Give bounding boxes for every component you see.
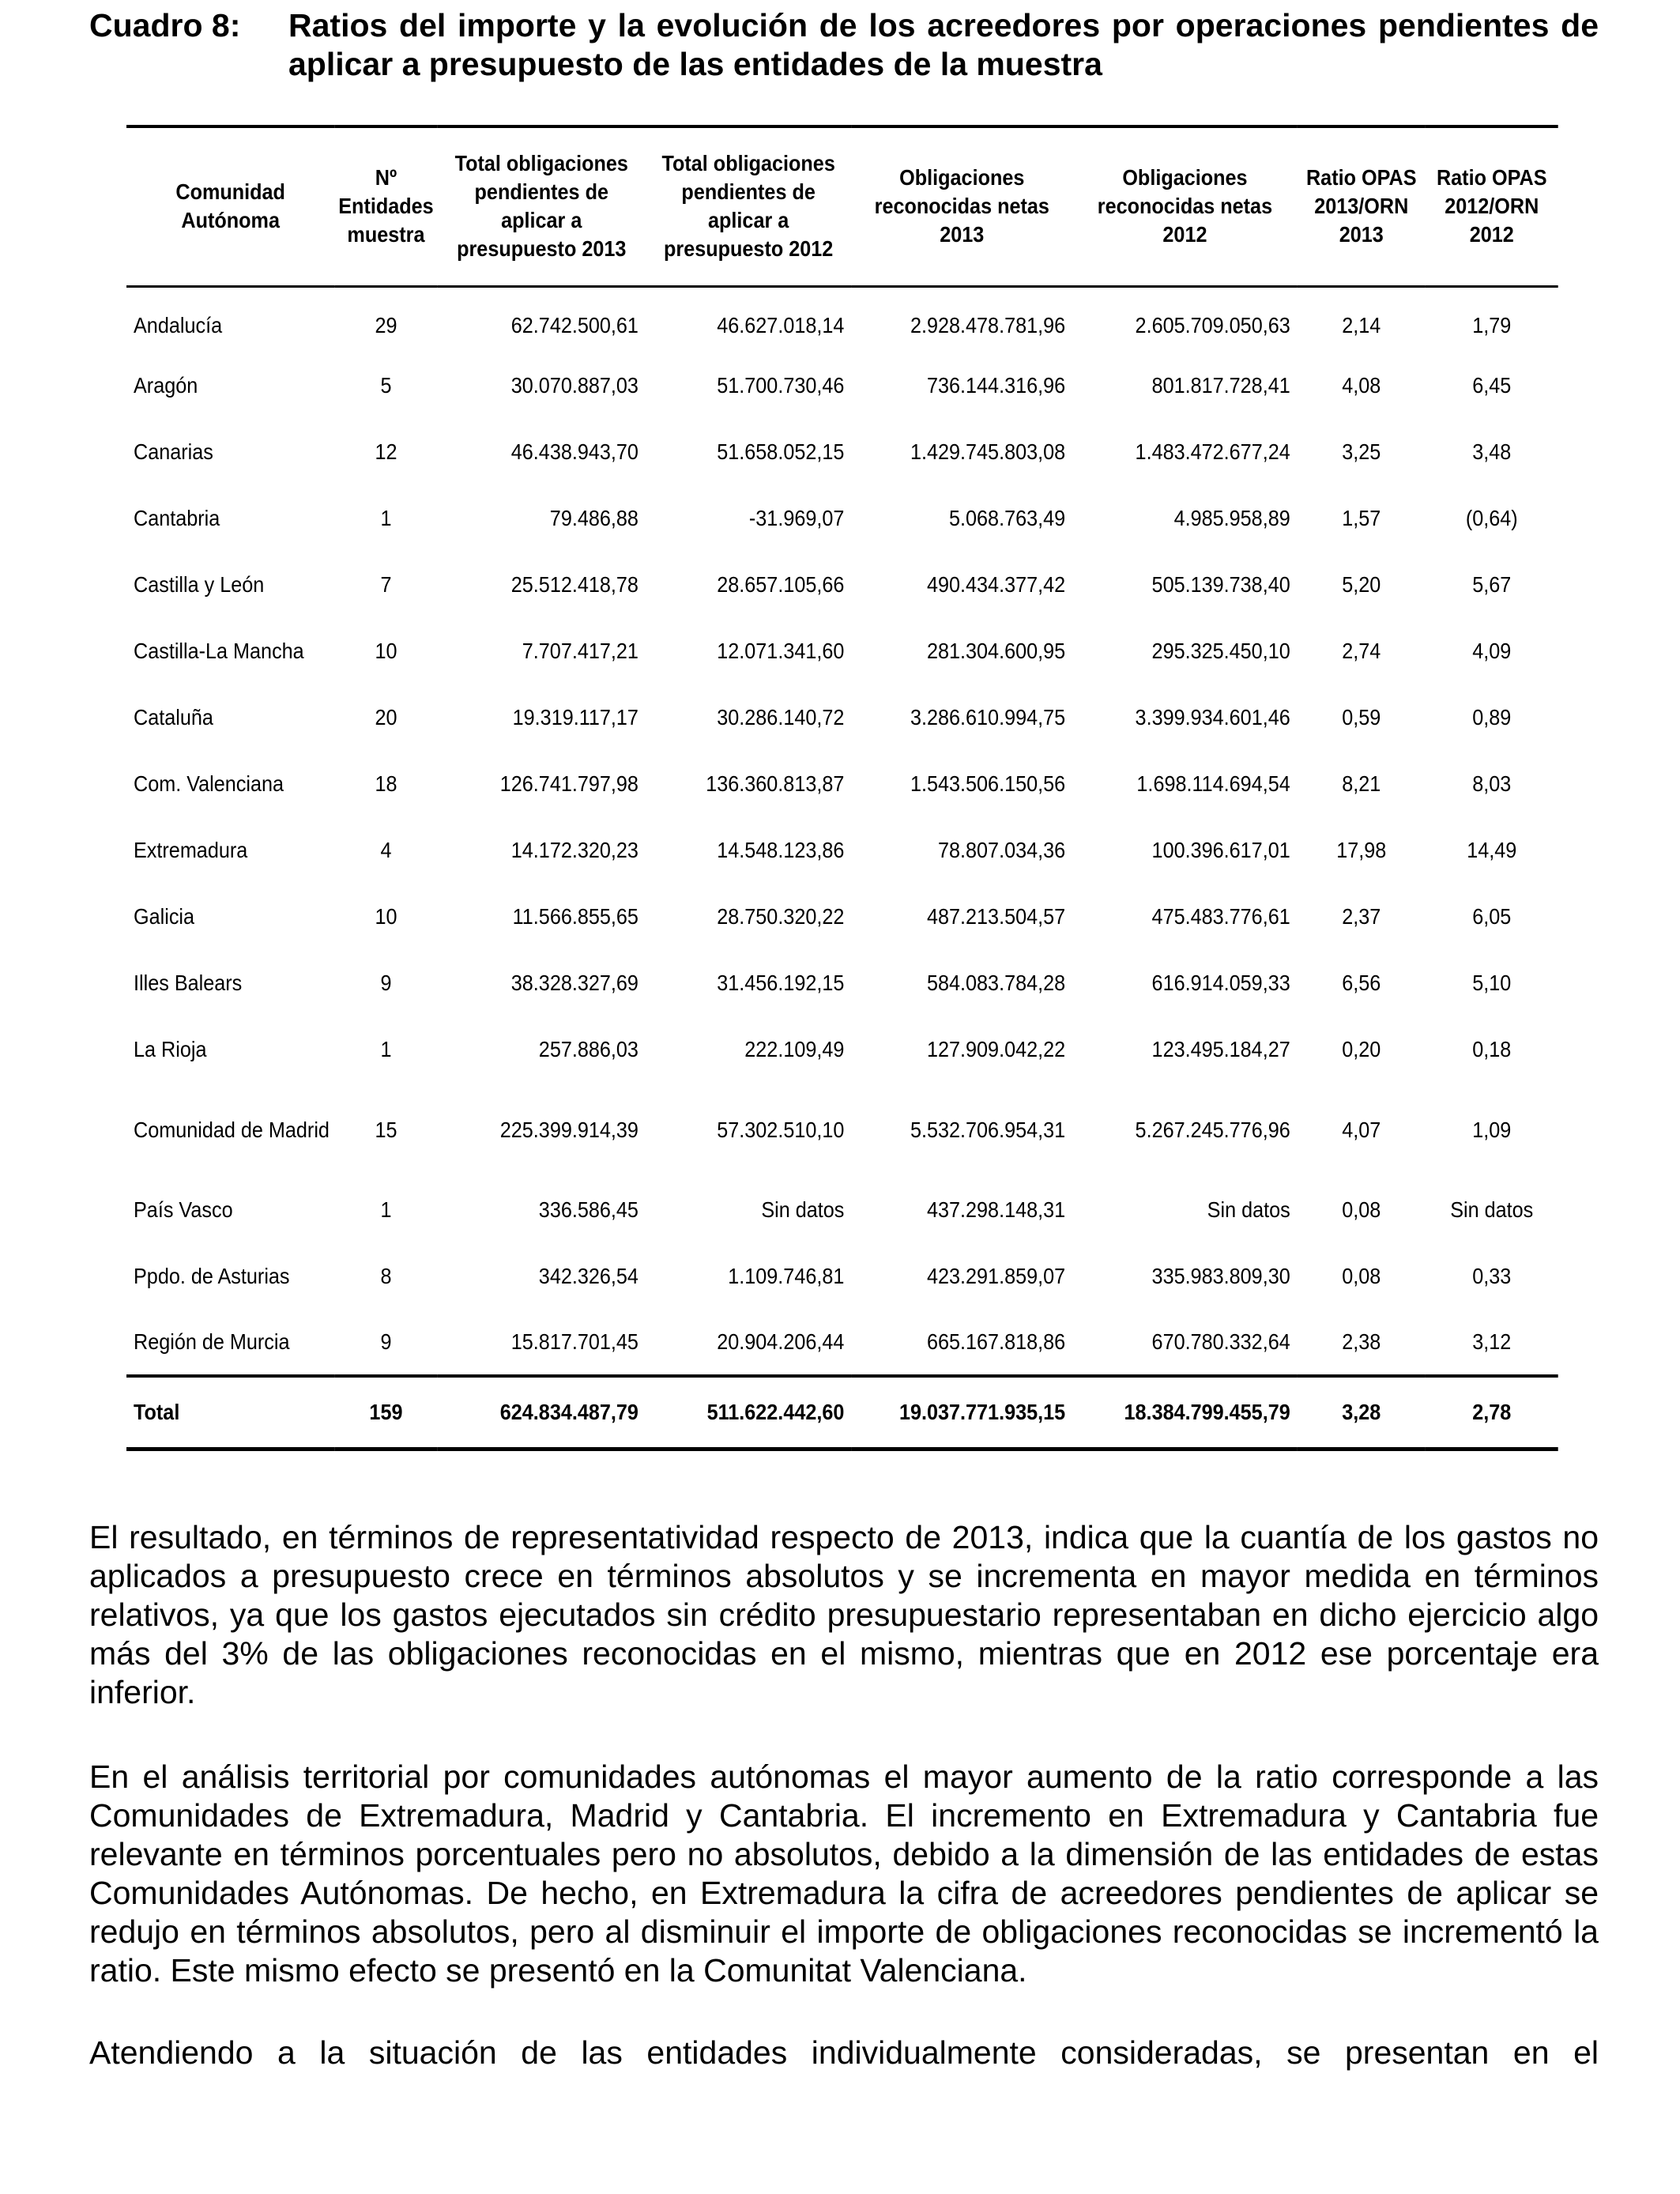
cell-opas-2013: 25.512.418,78 xyxy=(510,572,638,597)
cell-orn-2012: 335.983.809,30 xyxy=(1151,1264,1290,1288)
cell-entidades: 9 xyxy=(380,1329,392,1354)
table-row xyxy=(126,684,1558,751)
cell-ratio-2013: 5,20 xyxy=(1342,572,1381,597)
cell-ratio-2013: 6,56 xyxy=(1342,971,1381,995)
cell-opas-2013: 19.319.117,17 xyxy=(512,705,638,729)
cell-comunidad: Aragón xyxy=(134,373,198,398)
table-row xyxy=(126,419,1558,485)
cell-ratio-2013: 2,38 xyxy=(1342,1329,1381,1354)
cell-orn-2013: 3.286.610.994,75 xyxy=(910,705,1066,729)
header-ratio-2013: Ratio OPAS 2013/ORN 2013 xyxy=(1298,126,1426,286)
caption-title: Ratios del importe y la evolución de los acreedores por operaciones pendientes de aplicar a presupuesto de las entidades de la muestra xyxy=(288,7,1599,82)
cell-opas-2013: 46.438.943,70 xyxy=(510,439,638,464)
cell-orn-2012: 123.495.184,27 xyxy=(1151,1037,1290,1061)
cell-opas-2013: 38.328.327,69 xyxy=(510,971,638,995)
cell-orn-2013: 1.543.506.150,56 xyxy=(910,771,1066,796)
cell-orn-2013: 487.213.504,57 xyxy=(926,904,1066,929)
cell-opas-2013: 14.172.320,23 xyxy=(510,838,638,862)
cell-comunidad: Extremadura xyxy=(134,838,248,862)
cell-comunidad: Total xyxy=(126,1376,334,1449)
cell-comunidad: Comunidad de Madrid xyxy=(134,1117,330,1142)
cell-entidades: 159 xyxy=(334,1376,437,1449)
table-row xyxy=(126,950,1558,1016)
cell-ratio-2012: (0,64) xyxy=(1465,506,1518,530)
header-comunidad: Comunidad Autónoma xyxy=(126,126,334,286)
paragraph-result: El resultado, en términos de representatividad respecto de 2013, indica que la cuantía de los gastos no aplicados a presupuesto crece en términos absolutos y se incrementa en mayor medida en términos relativos, ya que los gastos ejecutados sin crédito presupuestario representaban en dicho ejercicio algo más del 3% de las obligaciones reconocidas en el mismo, mientras que en 2012 ese porcentaje era inferior. xyxy=(89,1519,1599,1710)
cell-ratio-2012: Sin datos xyxy=(1450,1197,1534,1222)
cell-entidades: 1 xyxy=(380,1037,392,1061)
cell-orn-2013: 1.429.745.803,08 xyxy=(910,439,1066,464)
cell-entidades: 10 xyxy=(375,639,397,663)
cell-ratio-2012: 14,49 xyxy=(1467,838,1517,862)
cell-opas-2013: 7.707.417,21 xyxy=(522,639,638,663)
cell-ratio-2012: 3,12 xyxy=(1472,1329,1512,1354)
cell-opas-2013: 30.070.887,03 xyxy=(510,373,638,398)
table-row xyxy=(126,286,1558,352)
cell-ratio-2013: 0,08 xyxy=(1342,1264,1381,1288)
cell-ratio-2012: 1,09 xyxy=(1472,1117,1512,1142)
cell-comunidad: Ppdo. de Asturias xyxy=(134,1264,290,1288)
cell-ratio-2012: 0,33 xyxy=(1472,1264,1512,1288)
table-header-row xyxy=(126,126,1558,286)
cell-orn-2013: 78.807.034,36 xyxy=(937,838,1066,862)
cell-opas-2012: 511.622.442,60 xyxy=(646,1376,851,1449)
cell-orn-2013: 5.068.763,49 xyxy=(949,506,1066,530)
cell-orn-2012: 475.483.776,61 xyxy=(1151,904,1290,929)
cell-entidades: 12 xyxy=(375,439,397,464)
header-orn-2012: Obligaciones reconocidas netas 2012 xyxy=(1072,126,1298,286)
cell-orn-2012: 18.384.799.455,79 xyxy=(1072,1376,1298,1449)
cell-opas-2013: 126.741.797,98 xyxy=(499,771,638,796)
paragraph-territorial: En el análisis territorial por comunidades autónomas el mayor aumento de la ratio corresponde a las Comunidades de Extremadura, Madrid y Cantabria. El incremento en Extremadura y Cantabria fue relevante en términos porcentuales pero no absolutos, debido a la dimensión de las entidades de estas Comunidades Autónomas. De hecho, en Extremadura la cifra de acreedores pendientes de aplicar se redujo en términos absolutos, pero al disminuir el importe de obligaciones reconocidas se incrementó la ratio. Este mismo efecto se presentó en la Comunitat Valenciana. xyxy=(89,1759,1599,1989)
cell-ratio-2012: 2,78 xyxy=(1426,1376,1558,1449)
header-ratio-2012: Ratio OPAS 2012/ORN 2012 xyxy=(1426,126,1558,286)
paragraph-individual: Atendiendo a la situación de las entidades individualmente consideradas, se presentan en el xyxy=(89,2034,1599,2071)
cell-opas-2012: 20.904.206,44 xyxy=(717,1329,845,1354)
cell-ratio-2013: 17,98 xyxy=(1336,838,1387,862)
cell-comunidad: Galicia xyxy=(134,904,195,929)
cell-orn-2013: 19.037.771.935,15 xyxy=(851,1376,1072,1449)
cell-opas-2013: 11.566.855,65 xyxy=(512,904,638,929)
cell-entidades: 15 xyxy=(375,1117,397,1142)
cell-opas-2012: 14.548.123,86 xyxy=(717,838,845,862)
cell-opas-2013: 15.817.701,45 xyxy=(510,1329,638,1354)
cell-ratio-2013: 0,59 xyxy=(1342,705,1381,729)
cell-ratio-2013: 1,57 xyxy=(1342,506,1381,530)
table-row xyxy=(126,1016,1558,1083)
cell-entidades: 1 xyxy=(380,1197,392,1222)
cell-opas-2013: 257.886,03 xyxy=(538,1037,638,1061)
cell-ratio-2012: 8,03 xyxy=(1472,771,1512,796)
cell-comunidad: Canarias xyxy=(134,439,213,464)
cell-opas-2013: 225.399.914,39 xyxy=(499,1117,638,1142)
table-row xyxy=(126,352,1558,419)
cell-comunidad: Com. Valenciana xyxy=(134,771,284,796)
cell-opas-2013: 342.326,54 xyxy=(538,1264,638,1288)
table-row xyxy=(126,751,1558,817)
table-row xyxy=(126,817,1558,884)
table-row xyxy=(126,884,1558,950)
cell-orn-2013: 281.304.600,95 xyxy=(926,639,1066,663)
table-row xyxy=(126,485,1558,552)
cell-comunidad: Cataluña xyxy=(134,705,213,729)
cell-opas-2012: 136.360.813,87 xyxy=(706,771,845,796)
cell-orn-2012: 505.139.738,40 xyxy=(1151,572,1290,597)
table-row xyxy=(126,1243,1558,1310)
cell-ratio-2013: 2,37 xyxy=(1342,904,1381,929)
cell-orn-2012: 2.605.709.050,63 xyxy=(1135,312,1290,337)
cell-entidades: 9 xyxy=(380,971,392,995)
cell-comunidad: Cantabria xyxy=(134,506,220,530)
cell-ratio-2013: 2,14 xyxy=(1342,312,1381,337)
cell-orn-2013: 584.083.784,28 xyxy=(926,971,1066,995)
cell-ratio-2013: 4,08 xyxy=(1342,373,1381,398)
cell-orn-2013: 736.144.316,96 xyxy=(926,373,1066,398)
cell-orn-2012: 1.698.114.694,54 xyxy=(1136,771,1290,796)
table-row xyxy=(126,1177,1558,1243)
cell-comunidad: La Rioja xyxy=(134,1037,207,1061)
cell-opas-2012: 51.700.730,46 xyxy=(717,373,845,398)
cell-ratio-2012: 3,48 xyxy=(1472,439,1512,464)
cell-orn-2013: 490.434.377,42 xyxy=(926,572,1066,597)
cell-opas-2012: -31.969,07 xyxy=(748,506,845,530)
header-opas-2012: Total obligaciones pendientes de aplicar a presupuesto 2012 xyxy=(646,126,851,286)
cell-opas-2013: 62.742.500,61 xyxy=(510,312,638,337)
cell-ratio-2013: 0,08 xyxy=(1342,1197,1381,1222)
cell-opas-2012: 46.627.018,14 xyxy=(717,312,845,337)
cell-opas-2012: 31.456.192,15 xyxy=(717,971,845,995)
cell-opas-2012: 57.302.510,10 xyxy=(717,1117,845,1142)
cell-ratio-2013: 8,21 xyxy=(1342,771,1381,796)
cell-ratio-2013: 3,25 xyxy=(1342,439,1381,464)
table-row xyxy=(126,1310,1558,1376)
cell-ratio-2012: 6,05 xyxy=(1472,904,1512,929)
cell-orn-2012: 3.399.934.601,46 xyxy=(1135,705,1290,729)
cell-entidades: 10 xyxy=(375,904,397,929)
cell-opas-2013: 336.586,45 xyxy=(538,1197,638,1222)
cell-entidades: 20 xyxy=(375,705,397,729)
table-row xyxy=(126,618,1558,684)
cell-opas-2012: 30.286.140,72 xyxy=(717,705,845,729)
cell-comunidad: Castilla y León xyxy=(134,572,265,597)
cell-ratio-2012: 1,79 xyxy=(1472,312,1512,337)
table-total-row xyxy=(126,1376,1558,1449)
cell-comunidad: Illes Balears xyxy=(134,971,243,995)
cell-entidades: 5 xyxy=(380,373,392,398)
cell-entidades: 1 xyxy=(380,506,392,530)
cell-entidades: 29 xyxy=(375,312,397,337)
cell-entidades: 7 xyxy=(380,572,392,597)
cell-ratio-2012: 4,09 xyxy=(1472,639,1512,663)
cell-orn-2012: 670.780.332,64 xyxy=(1151,1329,1290,1354)
cell-opas-2012: Sin datos xyxy=(761,1197,845,1222)
cell-entidades: 8 xyxy=(380,1264,392,1288)
cell-ratio-2012: 0,89 xyxy=(1472,705,1512,729)
cell-opas-2012: 28.750.320,22 xyxy=(717,904,845,929)
cell-orn-2013: 5.532.706.954,31 xyxy=(910,1117,1066,1142)
cell-orn-2013: 127.909.042,22 xyxy=(926,1037,1066,1061)
cell-comunidad: Andalucía xyxy=(134,312,223,337)
table-row xyxy=(126,552,1558,618)
cell-ratio-2013: 4,07 xyxy=(1342,1117,1381,1142)
cell-orn-2012: 5.267.245.776,96 xyxy=(1135,1117,1290,1142)
cell-orn-2012: 100.396.617,01 xyxy=(1151,838,1290,862)
cell-entidades: 18 xyxy=(375,771,397,796)
cell-ratio-2012: 0,18 xyxy=(1472,1037,1512,1061)
cell-ratio-2012: 5,10 xyxy=(1472,971,1512,995)
cell-opas-2013: 79.486,88 xyxy=(549,506,638,530)
table-row xyxy=(126,1083,1558,1177)
cell-entidades: 4 xyxy=(380,838,392,862)
header-opas-2013: Total obligaciones pendientes de aplicar a presupuesto 2013 xyxy=(438,126,646,286)
cell-orn-2012: 1.483.472.677,24 xyxy=(1135,439,1290,464)
header-entidades: Nº Entidades muestra xyxy=(334,126,437,286)
cell-opas-2012: 51.658.052,15 xyxy=(717,439,845,464)
ratios-table xyxy=(126,125,1547,1451)
cell-orn-2012: 4.985.958,89 xyxy=(1173,506,1290,530)
cell-orn-2012: 616.914.059,33 xyxy=(1151,971,1290,995)
cell-comunidad: Región de Murcia xyxy=(134,1329,290,1354)
cell-ratio-2012: 5,67 xyxy=(1472,572,1512,597)
cell-orn-2013: 437.298.148,31 xyxy=(926,1197,1066,1222)
cell-orn-2013: 2.928.478.781,96 xyxy=(910,312,1066,337)
cell-comunidad: País Vasco xyxy=(134,1197,233,1222)
cell-orn-2013: 665.167.818,86 xyxy=(926,1329,1066,1354)
header-orn-2013: Obligaciones reconocidas netas 2013 xyxy=(851,126,1072,286)
cell-orn-2012: 801.817.728,41 xyxy=(1151,373,1290,398)
cell-opas-2013: 624.834.487,79 xyxy=(438,1376,646,1449)
cell-opas-2012: 1.109.746,81 xyxy=(728,1264,845,1288)
cell-opas-2012: 12.071.341,60 xyxy=(717,639,845,663)
cell-ratio-2013: 3,28 xyxy=(1298,1376,1426,1449)
table-body xyxy=(126,286,1558,1449)
cell-ratio-2013: 2,74 xyxy=(1342,639,1381,663)
caption-label: Cuadro 8: xyxy=(89,7,241,43)
cell-ratio-2013: 0,20 xyxy=(1342,1037,1381,1061)
cell-comunidad: Castilla-La Mancha xyxy=(134,639,304,663)
cell-orn-2012: 295.325.450,10 xyxy=(1151,639,1290,663)
cell-orn-2013: 423.291.859,07 xyxy=(926,1264,1066,1288)
cell-opas-2012: 222.109,49 xyxy=(744,1037,845,1061)
cell-opas-2012: 28.657.105,66 xyxy=(717,572,845,597)
cell-ratio-2012: 6,45 xyxy=(1472,373,1512,398)
cell-orn-2012: Sin datos xyxy=(1207,1197,1290,1222)
